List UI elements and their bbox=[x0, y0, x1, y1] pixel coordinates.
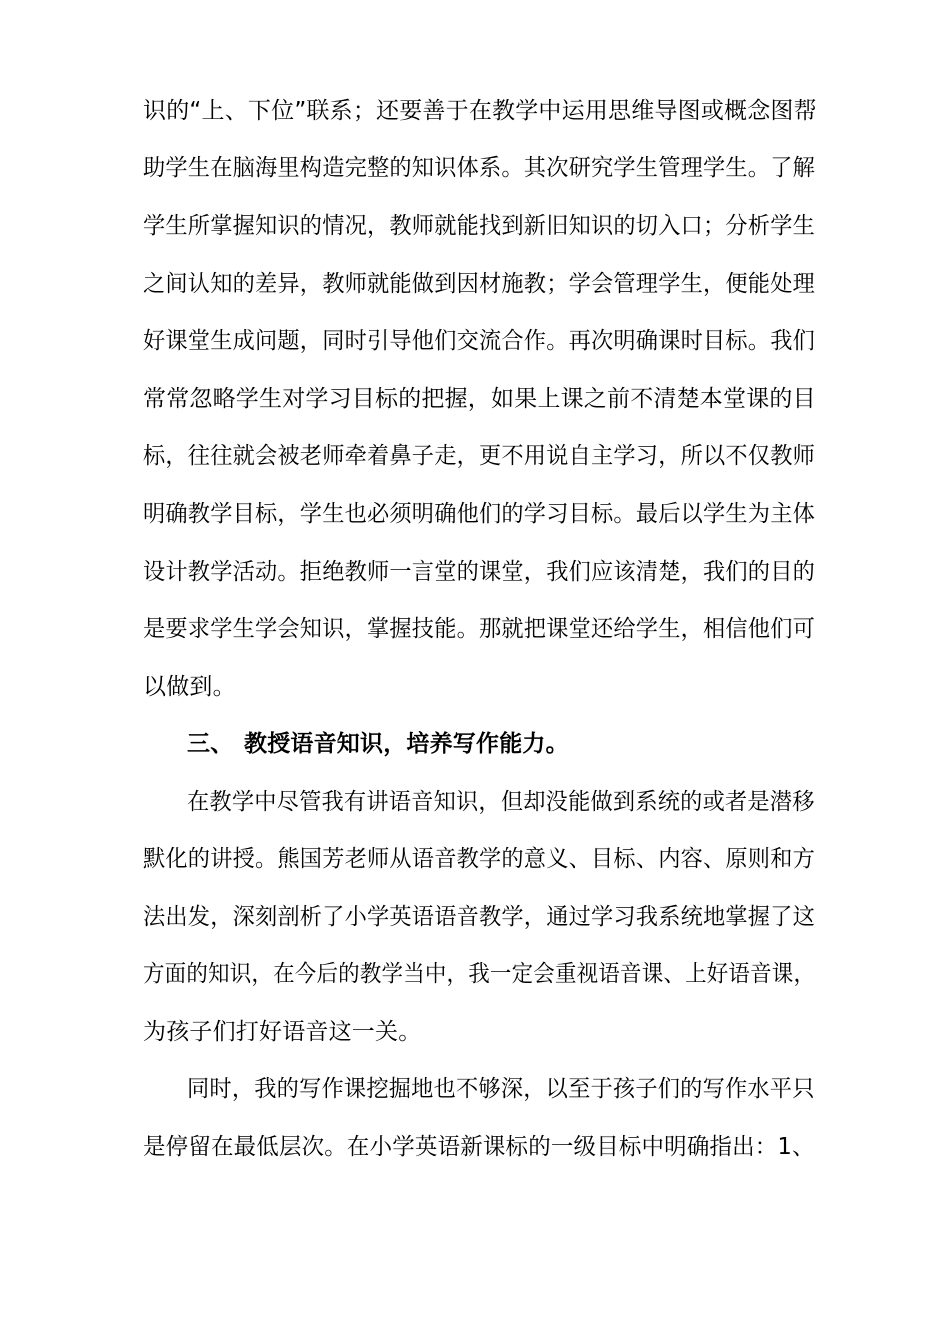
text-line: 标，往往就会被老师牵着鼻子走，更不用说自主学习，所以不仅教师 bbox=[143, 443, 815, 469]
text-line: 学生所掌握知识的情况，教师就能找到新旧知识的切入口；分析学生 bbox=[143, 213, 815, 239]
text-line: 默化的讲授。熊国芳老师从语音教学的意义、目标、内容、原则和方 bbox=[143, 846, 815, 872]
text-line: 在教学中尽管我有讲语音知识，但却没能做到系统的或者是潜移 bbox=[187, 789, 815, 815]
text-line: 为孩子们打好语音这一关。 bbox=[143, 1019, 422, 1045]
text-line: 同时，我的写作课挖掘地也不够深，以至于孩子们的写作水平只 bbox=[187, 1076, 815, 1102]
heading-title: 教授语音知识，培养写作能力。 bbox=[244, 731, 569, 757]
text-line: 以做到。 bbox=[143, 674, 236, 700]
text-line: 好课堂生成问题，同时引导他们交流合作。再次明确课时目标。我们 bbox=[143, 328, 815, 354]
text-line: 识的“上、下位”联系；还要善于在教学中运用思维导图或概念图帮 bbox=[143, 98, 817, 124]
section-heading bbox=[187, 724, 569, 764]
text-line: 方面的知识，在今后的教学当中，我一定会重视语音课、上好语音课， bbox=[143, 961, 816, 987]
text-line: 是要求学生学会知识，掌握技能。那就把课堂还给学生，相信他们可 bbox=[143, 616, 815, 642]
text-line: 助学生在脑海里构造完整的知识体系。其次研究学生管理学生。了解 bbox=[143, 155, 815, 181]
text-line: 常常忽略学生对学习目标的把握，如果上课之前不清楚本堂课的目 bbox=[143, 386, 816, 412]
text-line: 法出发，深刻剖析了小学英语语音教学，通过学习我系统地掌握了这 bbox=[143, 904, 815, 930]
text-line: 明确教学目标，学生也必须明确他们的学习目标。最后以学生为主体 bbox=[143, 501, 815, 527]
text-line: 设计教学活动。拒绝教师一言堂的课堂，我们应该清楚，我们的目的 bbox=[143, 559, 815, 585]
text-line: 之间认知的差异，教师就能做到因材施教；学会管理学生，便能处理 bbox=[143, 271, 815, 297]
text-line: 是停留在最低层次。在小学英语新课标的一级目标中明确指出：1、 bbox=[143, 1134, 815, 1160]
heading-number: 三、 bbox=[187, 731, 234, 757]
